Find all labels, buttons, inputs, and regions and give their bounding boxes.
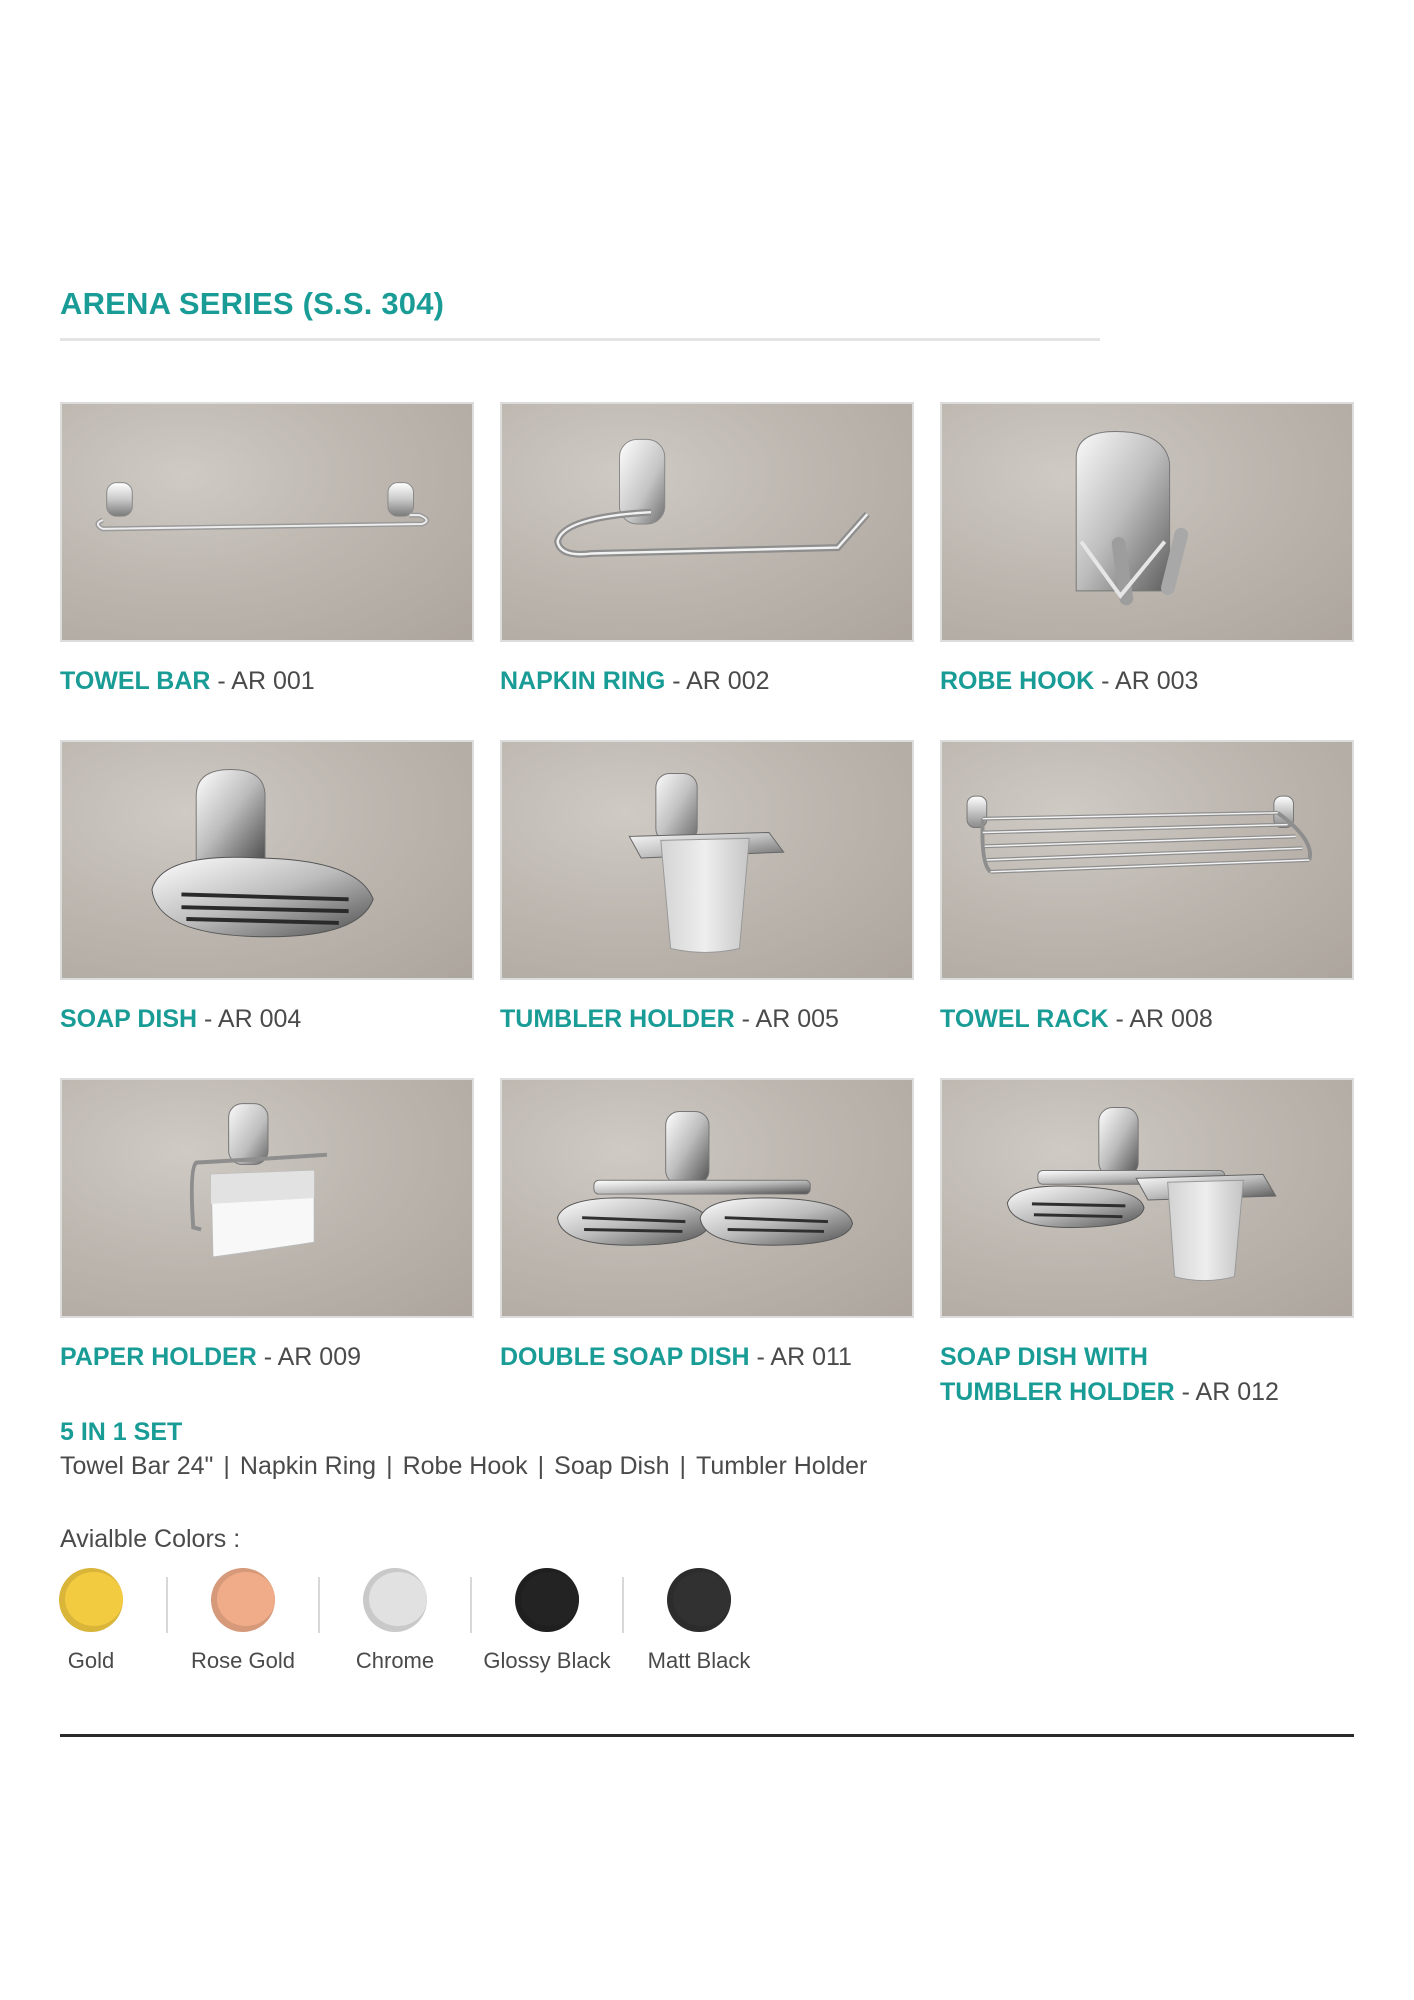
glossy-black-swatch-icon [515,1568,579,1632]
product-caption [500,1002,914,1037]
napkin-ring-image [500,402,914,642]
product-caption [940,664,1354,699]
color-option-matt-black[interactable] [623,1568,775,1674]
tumbler-holder-image [500,740,914,980]
product-name: TUMBLER HOLDER [940,1378,1175,1406]
title-divider [60,338,1100,341]
soap-dish-image [60,740,474,980]
product-card-towel-bar[interactable] [60,402,474,699]
set-item: Napkin Ring [239,1452,377,1480]
product-name: TOWEL RACK [940,1005,1109,1033]
product-name: TUMBLER HOLDER [500,1005,735,1033]
product-caption [500,664,914,699]
product-code: - AR 003 [1094,667,1199,695]
product-caption [500,1340,914,1375]
set-separator: | [386,1452,393,1480]
set-separator: | [223,1452,230,1480]
swatch-label: Glossy Black [483,1648,611,1673]
product-card-paper-holder[interactable] [60,1078,474,1375]
color-option-chrome[interactable] [319,1568,471,1674]
product-card-robe-hook[interactable] [940,402,1354,699]
set-title: 5 IN 1 SET [60,1418,183,1446]
product-caption [60,664,474,699]
chrome-swatch-icon [363,1568,427,1632]
matt-black-swatch-icon [667,1568,731,1632]
color-option-glossy-black[interactable] [471,1568,623,1674]
product-card-soap-dish[interactable] [60,740,474,1037]
color-option-gold[interactable] [15,1568,167,1674]
product-card-napkin-ring[interactable] [500,402,914,699]
product-code: - AR 011 [749,1343,852,1371]
product-code: - AR 008 [1108,1005,1213,1033]
product-code: - AR 012 [1174,1378,1279,1406]
rose-gold-swatch-icon [211,1568,275,1632]
product-code: - AR 001 [210,667,315,695]
product-name: TOWEL BAR [60,667,211,695]
product-card-soap-dish-tumbler-holder[interactable] [940,1078,1354,1410]
product-caption [940,1002,1354,1037]
product-card-double-soap-dish[interactable] [500,1078,914,1375]
product-name: DOUBLE SOAP DISH [500,1343,750,1371]
robe-hook-image [940,402,1354,642]
product-caption [60,1002,474,1037]
color-option-rose-gold[interactable] [167,1568,319,1674]
product-caption [940,1340,1354,1410]
page-title: ARENA SERIES (S.S. 304) [60,286,445,321]
swatch-label: Chrome [355,1648,435,1673]
bottom-divider [60,1734,1354,1737]
colors-title: Avialble Colors : [60,1525,241,1553]
product-code: - AR 002 [665,667,770,695]
set-item: Towel Bar 24" [60,1452,214,1480]
set-item: Soap Dish [554,1452,670,1480]
set-separator: | [537,1452,545,1480]
product-card-towel-rack[interactable] [940,740,1354,1037]
swatch-label: Gold [67,1648,115,1673]
set-separator: | [679,1452,687,1480]
product-caption [60,1340,474,1375]
set-items [60,1452,867,1481]
product-name: PAPER HOLDER [60,1343,257,1371]
swatch-label: Matt Black [647,1648,751,1673]
paper-holder-image [60,1078,474,1318]
soap-dish-tumbler-holder-image [940,1078,1354,1318]
product-name: NAPKIN RING [500,667,666,695]
product-name-line1: SOAP DISH WITH [940,1343,1148,1371]
product-code: - AR 005 [734,1005,839,1033]
towel-rack-image [940,740,1354,980]
set-item: Robe Hook [402,1452,528,1480]
product-card-tumbler-holder[interactable] [500,740,914,1037]
gold-swatch-icon [59,1568,123,1632]
product-code: - AR 004 [197,1005,302,1033]
set-item: Tumbler Holder [696,1452,868,1480]
product-code: - AR 009 [256,1343,362,1371]
towel-bar-image [60,402,474,642]
swatch-label: Rose Gold [191,1648,295,1673]
product-name: SOAP DISH [60,1005,198,1033]
product-name: ROBE HOOK [940,667,1095,695]
double-soap-dish-image [500,1078,914,1318]
